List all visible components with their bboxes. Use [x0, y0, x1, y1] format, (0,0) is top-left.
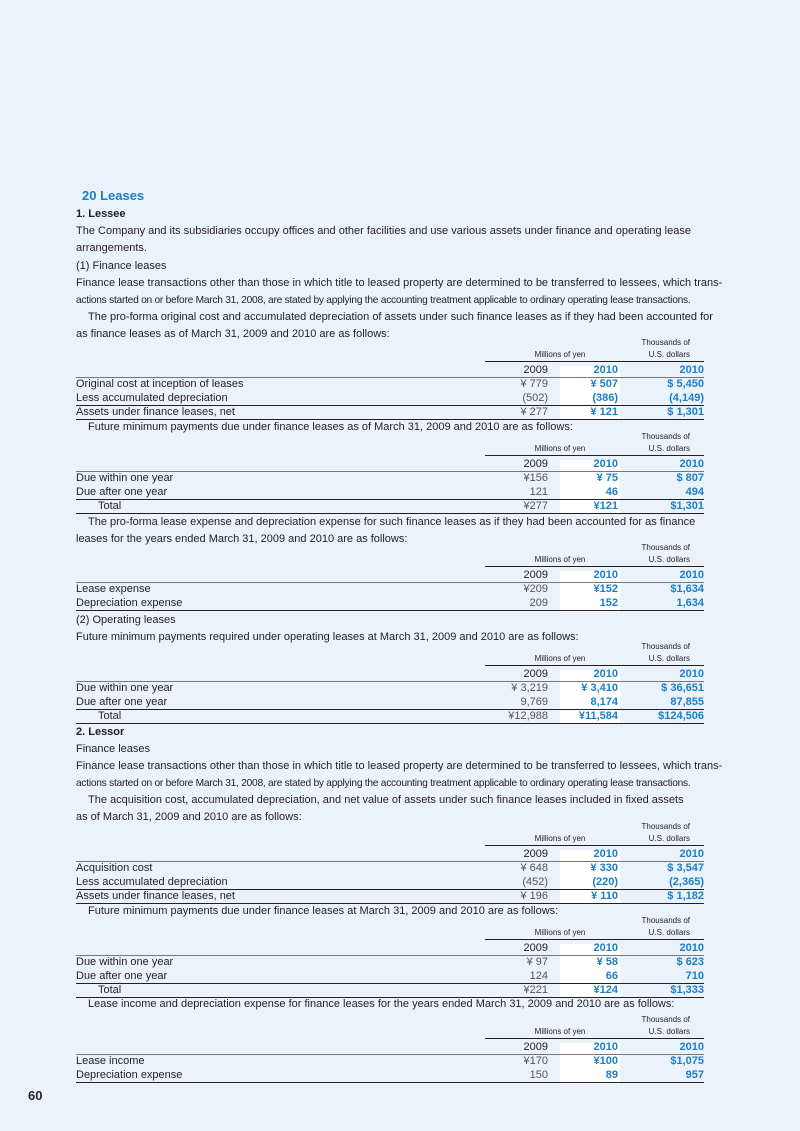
- cell-value: 152: [599, 596, 618, 609]
- row-label: Assets under finance leases, net: [76, 405, 235, 418]
- table-body: [76, 569, 704, 611]
- row-label: Acquisition cost: [76, 862, 153, 875]
- cell-value: ¥ 110: [591, 889, 618, 902]
- cell-value: 494: [685, 485, 704, 498]
- year-header-row: [76, 942, 704, 956]
- cell-value: 9,769: [520, 695, 548, 708]
- paragraph: Lease income and depreciation expense for finance leases for the years ended March 31, 2009 and 2010 are as follows:: [88, 998, 675, 1010]
- page-number: 60: [28, 1088, 43, 1103]
- cell-value: (220): [592, 875, 618, 888]
- unit-label-thousands: Thousands of: [641, 1015, 690, 1024]
- year-header-row: [76, 364, 704, 378]
- unit-label-millions-yen: Millions of yen: [534, 654, 586, 663]
- table-row: [76, 378, 704, 391]
- year-header: 2009: [523, 848, 548, 860]
- subheading-finance-leases-lessor: Finance leases: [76, 743, 150, 755]
- unit-label-usd: U.S. dollars: [648, 1027, 690, 1036]
- unit-label-millions-yen: Millions of yen: [534, 350, 586, 359]
- cell-value: $1,634: [670, 583, 704, 596]
- cell-value: ¥ 3,410: [581, 682, 618, 695]
- cell-value: ¥ 277: [520, 405, 548, 418]
- cell-value: 89: [605, 1068, 618, 1081]
- year-header: 2010: [593, 569, 618, 581]
- table-row: [76, 405, 704, 420]
- table-row: [76, 682, 704, 695]
- header-rule: [485, 455, 704, 456]
- text-line: Finance lease transactions other than those in which title to leased property are determined to be transferred to lessees, which trans-: [76, 760, 723, 772]
- table-operating-lease-payments: [76, 642, 704, 724]
- table-lease-income: [76, 1015, 704, 1084]
- cell-value: ¥ 196: [520, 889, 548, 902]
- row-label: Due after one year: [76, 695, 168, 708]
- year-header: 2009: [523, 569, 548, 581]
- paragraph: Future minimum payments due under finance leases at March 31, 2009 and 2010 are as follows:: [88, 905, 559, 917]
- cell-value: 209: [529, 596, 548, 609]
- cell-value: $ 36,651: [661, 682, 704, 695]
- year-header: 2010: [593, 364, 618, 376]
- year-header: 2010: [593, 848, 618, 860]
- year-header-row: [76, 668, 704, 682]
- cell-value: ¥277: [523, 499, 548, 512]
- text-line: The pro-forma original cost and accumulated depreciation of assets under such finance leases as if they had been accounted for: [88, 311, 713, 323]
- unit-label-millions-yen: Millions of yen: [534, 555, 586, 564]
- table-lessor-acquisition-cost: [76, 822, 704, 904]
- paragraph: Future minimum payments due under finance leases as of March 31, 2009 and 2010 are as follows:: [88, 421, 573, 433]
- table-row: [76, 583, 704, 596]
- year-header: 2010: [593, 1041, 618, 1053]
- year-header: 2010: [679, 458, 704, 470]
- cell-value: ¥12,988: [508, 709, 548, 722]
- cell-value: 8,174: [590, 695, 618, 708]
- subheading-operating-leases: (2) Operating leases: [76, 614, 176, 626]
- cell-value: 46: [605, 485, 618, 498]
- row-label: Due within one year: [76, 682, 174, 695]
- row-label: Due within one year: [76, 956, 174, 969]
- unit-label-thousands: Thousands of: [641, 543, 690, 552]
- table-row: [76, 956, 704, 969]
- subheading-finance-leases: (1) Finance leases: [76, 260, 167, 272]
- text-line: actions started on or before March 31, 2008, are stated by applying the accounting treatment applicable to ordinary operating lease transactions.: [76, 778, 691, 790]
- row-label: Total: [98, 983, 122, 996]
- table-body: [76, 1041, 704, 1083]
- table-row: [76, 499, 704, 514]
- year-header-row: [76, 458, 704, 472]
- cell-value: ¥ 3,219: [511, 682, 548, 695]
- cell-value: ¥221: [523, 983, 548, 996]
- cell-value: ¥ 121: [590, 405, 618, 418]
- unit-label-thousands: Thousands of: [641, 432, 690, 441]
- table-body: [76, 942, 704, 998]
- unit-label-millions-yen: Millions of yen: [534, 834, 586, 843]
- cell-value: $1,333: [670, 983, 704, 996]
- header-rule: [485, 1038, 704, 1039]
- cell-value: 957: [685, 1068, 704, 1081]
- row-label: Depreciation expense: [76, 596, 183, 609]
- section-title: 20 Leases: [82, 188, 145, 203]
- text-line: The acquisition cost, accumulated depreciation, and net value of assets under such finance leases included in fixed assets: [88, 794, 684, 806]
- year-header: 2010: [679, 942, 704, 954]
- year-header: 2010: [679, 364, 704, 376]
- header-rule: [485, 566, 704, 567]
- cell-value: $ 623: [676, 956, 704, 969]
- cell-value: ¥ 75: [596, 472, 618, 485]
- cell-value: ¥121: [593, 499, 618, 512]
- cell-value: ¥209: [523, 583, 548, 596]
- text-line: The pro-forma lease expense and depreciation expense for such finance leases as if they had been accounted for as finance: [88, 516, 696, 528]
- text-line: Finance lease transactions other than those in which title to leased property are determined to be transferred to lessees, which trans-: [76, 277, 723, 289]
- cell-value: $ 3,547: [667, 862, 704, 875]
- row-label: Less accumulated depreciation: [76, 391, 228, 404]
- cell-value: $1,075: [670, 1055, 704, 1068]
- cell-value: 150: [529, 1068, 548, 1081]
- year-header: 2010: [679, 848, 704, 860]
- cell-value: ¥ 58: [596, 956, 618, 969]
- table-row: [76, 709, 704, 724]
- table-lease-expense: [76, 543, 704, 612]
- text-line: as of March 31, 2009 and 2010 are as follows:: [76, 811, 302, 824]
- cell-value: 710: [685, 969, 704, 982]
- cell-value: ¥100: [593, 1055, 618, 1068]
- row-label: Due after one year: [76, 485, 168, 498]
- table-row: [76, 472, 704, 485]
- cell-value: $ 1,301: [667, 405, 704, 418]
- cell-value: ¥ 779: [520, 378, 548, 391]
- year-header: 2009: [523, 458, 548, 470]
- cell-value: (386): [592, 391, 618, 404]
- table-row: [76, 1069, 704, 1083]
- table-row: [76, 862, 704, 875]
- cell-value: 1,634: [676, 596, 704, 609]
- row-label: Less accumulated depreciation: [76, 875, 228, 888]
- text-line: The Company and its subsidiaries occupy offices and other facilities and use various assets under finance and operating lease: [76, 225, 691, 237]
- cell-value: $ 1,182: [667, 889, 704, 902]
- row-label: Original cost at inception of leases: [76, 378, 244, 391]
- cell-value: $ 5,450: [667, 378, 704, 391]
- year-header-row: [76, 848, 704, 862]
- cell-value: $124,506: [658, 709, 704, 722]
- year-header: 2009: [523, 1041, 548, 1053]
- row-label: Lease expense: [76, 583, 151, 596]
- cell-value: $1,301: [670, 499, 704, 512]
- header-rule: [485, 665, 704, 666]
- cell-value: ¥170: [523, 1055, 548, 1068]
- cell-value: (4,149): [669, 391, 704, 404]
- cell-value: ¥ 648: [520, 862, 548, 875]
- year-header: 2009: [523, 668, 548, 680]
- unit-label-thousands: Thousands of: [641, 822, 690, 831]
- unit-label-usd: U.S. dollars: [648, 444, 690, 453]
- unit-label-millions-yen: Millions of yen: [534, 1027, 586, 1036]
- paragraph: Future minimum payments required under operating leases at March 31, 2009 and 2010 are as follows:: [76, 631, 579, 643]
- unit-label-millions-yen: Millions of yen: [534, 928, 586, 937]
- unit-label-thousands: Thousands of: [641, 338, 690, 347]
- table-row: [76, 889, 704, 904]
- year-header: 2010: [593, 668, 618, 680]
- table-finance-lease-cost: [76, 338, 704, 420]
- row-label: Assets under finance leases, net: [76, 889, 235, 902]
- header-rule: [485, 939, 704, 940]
- text-line: leases for the years ended March 31, 2009 and 2010 are as follows:: [76, 533, 408, 546]
- cell-value: ¥124: [593, 983, 618, 996]
- year-header-row: [76, 1041, 704, 1055]
- table-body: [76, 458, 704, 514]
- row-label: Depreciation expense: [76, 1068, 183, 1081]
- header-rule: [485, 845, 704, 846]
- unit-label-usd: U.S. dollars: [648, 928, 690, 937]
- row-label: Due within one year: [76, 472, 174, 485]
- cell-value: $ 807: [676, 472, 704, 485]
- cell-value: ¥152: [593, 583, 618, 596]
- unit-label-thousands: Thousands of: [641, 642, 690, 651]
- year-header: 2010: [679, 1041, 704, 1053]
- unit-label-usd: U.S. dollars: [648, 555, 690, 564]
- cell-value: ¥11,584: [578, 709, 618, 722]
- cell-value: ¥156: [523, 472, 548, 485]
- table-body: [76, 848, 704, 904]
- heading-lessee: 1. Lessee: [76, 208, 126, 220]
- table-row: [76, 696, 704, 709]
- unit-label-usd: U.S. dollars: [648, 350, 690, 359]
- table-row: [76, 597, 704, 611]
- table-row: [76, 876, 704, 889]
- text-line: as finance leases as of March 31, 2009 and 2010 are as follows:: [76, 328, 390, 341]
- year-header: 2010: [593, 942, 618, 954]
- cell-value: 124: [529, 969, 548, 982]
- row-label: Total: [98, 709, 122, 722]
- year-header: 2009: [523, 364, 548, 376]
- year-header: 2010: [679, 668, 704, 680]
- row-label: Due after one year: [76, 969, 168, 982]
- cell-value: ¥ 97: [526, 956, 548, 969]
- year-header-row: [76, 569, 704, 583]
- paragraph: [76, 275, 722, 310]
- table-row: [76, 970, 704, 983]
- cell-value: (452): [522, 875, 548, 888]
- paragraph: [76, 758, 722, 793]
- unit-label-usd: U.S. dollars: [648, 654, 690, 663]
- cell-value: (2,365): [669, 875, 704, 888]
- paragraph: [76, 223, 691, 258]
- table-body: [76, 668, 704, 724]
- header-rule: [485, 361, 704, 362]
- cell-value: 66: [605, 969, 618, 982]
- cell-value: (502): [522, 391, 548, 404]
- table-row: [76, 392, 704, 405]
- year-header: 2009: [523, 942, 548, 954]
- row-label: Lease income: [76, 1055, 145, 1068]
- cell-value: ¥ 507: [590, 378, 618, 391]
- unit-label-thousands: Thousands of: [641, 916, 690, 925]
- text-line: arrangements.: [76, 242, 147, 255]
- table-row: [76, 486, 704, 499]
- year-header: 2010: [593, 458, 618, 470]
- row-label: Total: [98, 499, 122, 512]
- table-finance-lease-payments: [76, 432, 704, 514]
- unit-label-millions-yen: Millions of yen: [534, 444, 586, 453]
- unit-label-usd: U.S. dollars: [648, 834, 690, 843]
- table-body: [76, 364, 704, 420]
- cell-value: 87,855: [670, 695, 704, 708]
- cell-value: ¥ 330: [590, 862, 618, 875]
- cell-value: 121: [529, 485, 548, 498]
- table-row: [76, 1055, 704, 1068]
- text-line: actions started on or before March 31, 2008, are stated by applying the accounting treatment applicable to ordinary operating lease transactions.: [76, 295, 691, 307]
- year-header: 2010: [679, 569, 704, 581]
- table-lessor-payments: [76, 916, 704, 998]
- heading-lessor: 2. Lessor: [76, 726, 125, 738]
